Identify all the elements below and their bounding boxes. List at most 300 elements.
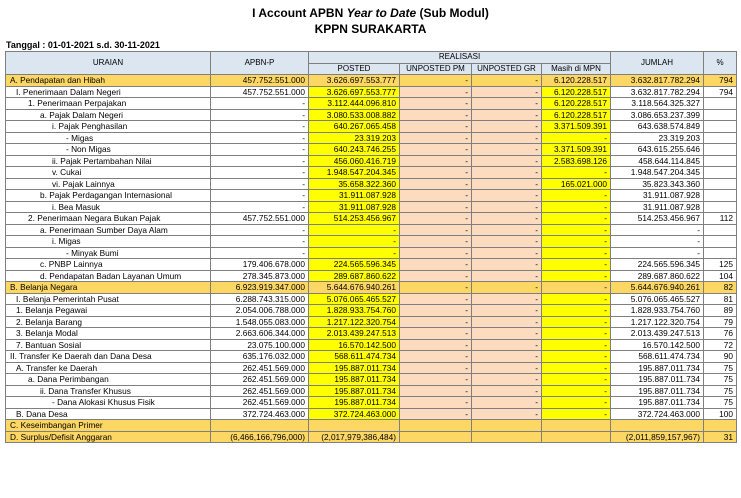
- table-body: [6, 75, 737, 443]
- cell-unposted-gr: -: [472, 385, 542, 397]
- cell-unposted-gr: -: [472, 247, 542, 259]
- cell-apbnp: -: [211, 247, 309, 259]
- cell-unposted-pm: -: [400, 339, 472, 351]
- cell-masih-mpn: 6.120.228.517: [542, 98, 611, 110]
- cell-uraian: B. Dana Desa: [6, 408, 211, 420]
- cell-masih-mpn: -: [542, 259, 611, 271]
- cell-unposted-pm: -: [400, 144, 472, 156]
- cell-apbnp: [211, 420, 309, 432]
- cell-pct: [704, 236, 737, 248]
- cell-jumlah: 1.948.547.204.345: [611, 167, 704, 179]
- cell-uraian: a. Dana Perimbangan: [6, 374, 211, 386]
- cell-posted: 640.267.065.458: [309, 121, 400, 133]
- cell-unposted-pm: -: [400, 190, 472, 202]
- col-header-realisasi: REALISASI: [309, 52, 611, 64]
- cell-unposted-pm: -: [400, 178, 472, 190]
- cell-apbnp: (6,466,166,796,000): [211, 431, 309, 443]
- cell-uraian: - Non Migas: [6, 144, 211, 156]
- table-row: [6, 86, 737, 98]
- table-row: [6, 98, 737, 110]
- cell-unposted-pm: -: [400, 397, 472, 409]
- cell-apbnp: 635.176.032.000: [211, 351, 309, 363]
- cell-unposted-pm: -: [400, 86, 472, 98]
- cell-apbnp: -: [211, 190, 309, 202]
- apbn-table: [5, 51, 737, 443]
- cell-posted: -: [309, 247, 400, 259]
- cell-pct: [704, 178, 737, 190]
- cell-apbnp: -: [211, 121, 309, 133]
- cell-pct: [704, 201, 737, 213]
- cell-posted: -: [309, 224, 400, 236]
- cell-uraian: D. Surplus/Defisit Anggaran: [6, 431, 211, 443]
- table-row: [6, 121, 737, 133]
- table-row: [6, 178, 737, 190]
- cell-unposted-pm: -: [400, 259, 472, 271]
- cell-jumlah: 23.319.203: [611, 132, 704, 144]
- cell-unposted-pm: -: [400, 316, 472, 328]
- cell-masih-mpn: -: [542, 293, 611, 305]
- cell-jumlah: 195.887.011.734: [611, 397, 704, 409]
- cell-masih-mpn: -: [542, 351, 611, 363]
- cell-unposted-pm: -: [400, 328, 472, 340]
- cell-uraian: 1. Belanja Pegawai: [6, 305, 211, 317]
- col-header-pct: %: [704, 52, 737, 75]
- cell-unposted-gr: -: [472, 75, 542, 87]
- table-row: [6, 75, 737, 87]
- table-row: [6, 190, 737, 202]
- cell-uraian: - Migas: [6, 132, 211, 144]
- cell-pct: 79: [704, 316, 737, 328]
- report-title-italic: Year to Date: [346, 6, 417, 20]
- cell-posted: 5.076.065.465.527: [309, 293, 400, 305]
- cell-masih-mpn: [542, 431, 611, 443]
- cell-uraian: v. Cukai: [6, 167, 211, 179]
- table-row: [6, 201, 737, 213]
- cell-masih-mpn: -: [542, 282, 611, 294]
- cell-unposted-pm: -: [400, 213, 472, 225]
- cell-unposted-pm: [400, 420, 472, 432]
- cell-unposted-gr: -: [472, 98, 542, 110]
- cell-posted: 640.243.746.255: [309, 144, 400, 156]
- cell-pct: [704, 190, 737, 202]
- cell-jumlah: 195.887.011.734: [611, 374, 704, 386]
- table-row: [6, 167, 737, 179]
- cell-unposted-gr: -: [472, 178, 542, 190]
- table-row: [6, 328, 737, 340]
- cell-jumlah: -: [611, 224, 704, 236]
- cell-uraian: c. PNBP Lainnya: [6, 259, 211, 271]
- report-title-prefix: I Account APBN: [252, 6, 347, 20]
- cell-apbnp: 262.451.569.000: [211, 362, 309, 374]
- cell-apbnp: 6.923.919.347.000: [211, 282, 309, 294]
- cell-unposted-gr: -: [472, 339, 542, 351]
- cell-apbnp: 179.406.678.000: [211, 259, 309, 271]
- cell-pct: [704, 121, 737, 133]
- cell-jumlah: 643.638.574.849: [611, 121, 704, 133]
- cell-unposted-gr: -: [472, 362, 542, 374]
- cell-unposted-pm: -: [400, 374, 472, 386]
- col-header-unposted-pm: UNPOSTED PM: [400, 63, 472, 75]
- table-row: [6, 339, 737, 351]
- cell-uraian: I. Belanja Pemerintah Pusat: [6, 293, 211, 305]
- cell-unposted-pm: -: [400, 408, 472, 420]
- col-header-posted: POSTED: [309, 63, 400, 75]
- cell-posted: 16.570.142.500: [309, 339, 400, 351]
- report-title: [0, 6, 741, 20]
- table-row: [6, 132, 737, 144]
- cell-posted: 224.565.596.345: [309, 259, 400, 271]
- cell-uraian: I. Penerimaan Dalam Negeri: [6, 86, 211, 98]
- cell-posted: 456.060.416.719: [309, 155, 400, 167]
- cell-apbnp: -: [211, 236, 309, 248]
- cell-apbnp: -: [211, 109, 309, 121]
- report-subtitle: KPPN SURAKARTA: [314, 22, 427, 36]
- cell-pct: [704, 155, 737, 167]
- cell-apbnp: 262.451.569.000: [211, 385, 309, 397]
- cell-apbnp: 262.451.569.000: [211, 397, 309, 409]
- cell-pct: 89: [704, 305, 737, 317]
- cell-pct: 90: [704, 351, 737, 363]
- cell-masih-mpn: 3.371.509.391: [542, 121, 611, 133]
- cell-apbnp: -: [211, 98, 309, 110]
- cell-uraian: - Dana Alokasi Khusus Fisik: [6, 397, 211, 409]
- cell-masih-mpn: 6.120.228.517: [542, 86, 611, 98]
- cell-unposted-pm: -: [400, 236, 472, 248]
- cell-masih-mpn: 165.021.000: [542, 178, 611, 190]
- cell-unposted-gr: -: [472, 86, 542, 98]
- table-row: [6, 431, 737, 443]
- cell-unposted-gr: -: [472, 236, 542, 248]
- cell-apbnp: -: [211, 132, 309, 144]
- cell-uraian: ii. Dana Transfer Khusus: [6, 385, 211, 397]
- cell-posted: 31.911.087.928: [309, 201, 400, 213]
- cell-pct: 794: [704, 75, 737, 87]
- cell-masih-mpn: -: [542, 190, 611, 202]
- cell-unposted-gr: -: [472, 167, 542, 179]
- cell-pct: 31: [704, 431, 737, 443]
- cell-jumlah: 643.615.255.646: [611, 144, 704, 156]
- cell-posted: 195.887.011.734: [309, 362, 400, 374]
- cell-unposted-pm: -: [400, 201, 472, 213]
- cell-unposted-pm: -: [400, 305, 472, 317]
- cell-posted: 23.319.203: [309, 132, 400, 144]
- cell-apbnp: 1.548.055.083.000: [211, 316, 309, 328]
- cell-masih-mpn: 6.120.228.517: [542, 75, 611, 87]
- cell-pct: 75: [704, 362, 737, 374]
- table-row: [6, 316, 737, 328]
- cell-jumlah: 2.013.439.247.513: [611, 328, 704, 340]
- cell-pct: 82: [704, 282, 737, 294]
- cell-uraian: b. Pajak Perdagangan Internasional: [6, 190, 211, 202]
- cell-masih-mpn: -: [542, 132, 611, 144]
- cell-masih-mpn: -: [542, 270, 611, 282]
- cell-posted: 195.887.011.734: [309, 397, 400, 409]
- cell-jumlah: 5.076.065.465.527: [611, 293, 704, 305]
- cell-uraian: - Minyak Bumi: [6, 247, 211, 259]
- cell-apbnp: 372.724.463.000: [211, 408, 309, 420]
- cell-uraian: 7. Bantuan Sosial: [6, 339, 211, 351]
- cell-masih-mpn: -: [542, 374, 611, 386]
- cell-unposted-pm: -: [400, 282, 472, 294]
- cell-pct: [704, 420, 737, 432]
- cell-apbnp: -: [211, 201, 309, 213]
- cell-posted: 5.644.676.940.261: [309, 282, 400, 294]
- cell-uraian: B. Belanja Negara: [6, 282, 211, 294]
- cell-pct: 104: [704, 270, 737, 282]
- cell-posted: 1.948.547.204.345: [309, 167, 400, 179]
- cell-apbnp: -: [211, 155, 309, 167]
- cell-pct: [704, 98, 737, 110]
- cell-unposted-pm: -: [400, 362, 472, 374]
- cell-unposted-pm: -: [400, 224, 472, 236]
- cell-unposted-gr: -: [472, 259, 542, 271]
- cell-jumlah: 3.086.653.237.399: [611, 109, 704, 121]
- cell-unposted-gr: -: [472, 224, 542, 236]
- cell-unposted-gr: -: [472, 190, 542, 202]
- cell-masih-mpn: -: [542, 305, 611, 317]
- cell-unposted-gr: -: [472, 270, 542, 282]
- cell-jumlah: 3.118.564.325.327: [611, 98, 704, 110]
- cell-posted: 3.112.444.096.810: [309, 98, 400, 110]
- cell-unposted-gr: -: [472, 293, 542, 305]
- cell-pct: 794: [704, 86, 737, 98]
- cell-posted: 1.217.122.320.754: [309, 316, 400, 328]
- cell-unposted-gr: -: [472, 144, 542, 156]
- cell-masih-mpn: 3.371.509.391: [542, 144, 611, 156]
- cell-unposted-pm: -: [400, 167, 472, 179]
- report-period: Tanggal : 01-01-2021 s.d. 30-11-2021: [6, 40, 160, 50]
- cell-pct: [704, 167, 737, 179]
- cell-masih-mpn: -: [542, 328, 611, 340]
- cell-uraian: d. Pendapatan Badan Layanan Umum: [6, 270, 211, 282]
- cell-masih-mpn: -: [542, 339, 611, 351]
- cell-unposted-pm: -: [400, 270, 472, 282]
- cell-apbnp: -: [211, 167, 309, 179]
- cell-jumlah: 372.724.463.000: [611, 408, 704, 420]
- table-row: [6, 420, 737, 432]
- cell-posted: 372.724.463.000: [309, 408, 400, 420]
- cell-posted: -: [309, 236, 400, 248]
- cell-unposted-gr: -: [472, 397, 542, 409]
- cell-unposted-gr: -: [472, 132, 542, 144]
- cell-masih-mpn: -: [542, 201, 611, 213]
- cell-uraian: a. Pajak Dalam Negeri: [6, 109, 211, 121]
- table-row: [6, 144, 737, 156]
- cell-uraian: i. Migas: [6, 236, 211, 248]
- cell-uraian: A. Transfer ke Daerah: [6, 362, 211, 374]
- cell-apbnp: 2.054.006.788.000: [211, 305, 309, 317]
- col-header-jumlah: JUMLAH: [611, 52, 704, 75]
- cell-unposted-pm: -: [400, 247, 472, 259]
- cell-uraian: 3. Belanja Modal: [6, 328, 211, 340]
- cell-pct: [704, 247, 737, 259]
- cell-pct: 75: [704, 385, 737, 397]
- cell-unposted-pm: -: [400, 98, 472, 110]
- cell-masih-mpn: -: [542, 362, 611, 374]
- cell-jumlah: 1.217.122.320.754: [611, 316, 704, 328]
- cell-masih-mpn: -: [542, 247, 611, 259]
- table-row: [6, 282, 737, 294]
- cell-masih-mpn: -: [542, 408, 611, 420]
- cell-uraian: i. Bea Masuk: [6, 201, 211, 213]
- cell-posted: 35.658.322.360: [309, 178, 400, 190]
- cell-unposted-gr: -: [472, 374, 542, 386]
- table-row: [6, 408, 737, 420]
- cell-posted: 568.611.474.734: [309, 351, 400, 363]
- cell-masih-mpn: -: [542, 213, 611, 225]
- table-row: [6, 213, 737, 225]
- cell-jumlah: 195.887.011.734: [611, 362, 704, 374]
- cell-pct: [704, 109, 737, 121]
- table-row: [6, 109, 737, 121]
- cell-jumlah: 1.828.933.754.760: [611, 305, 704, 317]
- cell-jumlah: 16.570.142.500: [611, 339, 704, 351]
- cell-masih-mpn: [542, 420, 611, 432]
- cell-pct: 75: [704, 397, 737, 409]
- cell-jumlah: 31.911.087.928: [611, 190, 704, 202]
- report-title-suffix: (Sub Modul): [416, 6, 489, 20]
- table-row: [6, 374, 737, 386]
- cell-unposted-gr: -: [472, 155, 542, 167]
- cell-posted: 31.911.087.928: [309, 190, 400, 202]
- table-row: [6, 293, 737, 305]
- cell-jumlah: 514.253.456.967: [611, 213, 704, 225]
- cell-posted: 514.253.456.967: [309, 213, 400, 225]
- cell-jumlah: -: [611, 247, 704, 259]
- table-row: [6, 155, 737, 167]
- table-row: [6, 259, 737, 271]
- cell-unposted-gr: -: [472, 305, 542, 317]
- cell-jumlah: 5.644.676.940.261: [611, 282, 704, 294]
- cell-apbnp: 2.663.606.344.000: [211, 328, 309, 340]
- cell-uraian: ii. Pajak Pertambahan Nilai: [6, 155, 211, 167]
- cell-apbnp: -: [211, 178, 309, 190]
- table-row: [6, 351, 737, 363]
- cell-uraian: a. Penerimaan Sumber Daya Alam: [6, 224, 211, 236]
- table-row: [6, 236, 737, 248]
- cell-unposted-gr: [472, 431, 542, 443]
- table-row: [6, 247, 737, 259]
- cell-masih-mpn: -: [542, 397, 611, 409]
- cell-pct: 75: [704, 374, 737, 386]
- cell-unposted-gr: -: [472, 109, 542, 121]
- cell-posted: [309, 420, 400, 432]
- cell-unposted-pm: -: [400, 75, 472, 87]
- cell-unposted-gr: -: [472, 328, 542, 340]
- cell-masih-mpn: -: [542, 385, 611, 397]
- cell-apbnp: 457.752.551.000: [211, 75, 309, 87]
- cell-unposted-pm: -: [400, 293, 472, 305]
- col-header-masih-mpn: Masih di MPN: [542, 63, 611, 75]
- cell-uraian: 1. Penerimaan Perpajakan: [6, 98, 211, 110]
- header-row-1: [6, 52, 737, 64]
- cell-unposted-gr: -: [472, 351, 542, 363]
- cell-apbnp: 457.752.551.000: [211, 86, 309, 98]
- cell-posted: 3.080.533.008.882: [309, 109, 400, 121]
- cell-apbnp: 457.752.551.000: [211, 213, 309, 225]
- cell-uraian: i. Pajak Penghasilan: [6, 121, 211, 133]
- cell-jumlah: 458.644.114.845: [611, 155, 704, 167]
- cell-unposted-pm: [400, 431, 472, 443]
- cell-uraian: A. Pendapatan dan Hibah: [6, 75, 211, 87]
- cell-jumlah: 195.887.011.734: [611, 385, 704, 397]
- cell-uraian: 2. Belanja Barang: [6, 316, 211, 328]
- cell-jumlah: (2,011,859,157,967): [611, 431, 704, 443]
- cell-unposted-pm: -: [400, 109, 472, 121]
- cell-pct: [704, 132, 737, 144]
- cell-masih-mpn: 2.583.698.126: [542, 155, 611, 167]
- cell-jumlah: 31.911.087.928: [611, 201, 704, 213]
- cell-unposted-gr: -: [472, 201, 542, 213]
- col-header-apbnp: APBN-P: [211, 52, 309, 75]
- cell-masih-mpn: -: [542, 236, 611, 248]
- cell-uraian: II. Transfer Ke Daerah dan Dana Desa: [6, 351, 211, 363]
- cell-posted: 195.887.011.734: [309, 385, 400, 397]
- cell-unposted-gr: -: [472, 121, 542, 133]
- cell-jumlah: 568.611.474.734: [611, 351, 704, 363]
- cell-pct: 125: [704, 259, 737, 271]
- table-row: [6, 270, 737, 282]
- cell-jumlah: 3.632.817.782.294: [611, 75, 704, 87]
- cell-jumlah: 224.565.596.345: [611, 259, 704, 271]
- cell-unposted-pm: -: [400, 155, 472, 167]
- cell-jumlah: 3.632.817.782.294: [611, 86, 704, 98]
- table-row: [6, 397, 737, 409]
- cell-jumlah: -: [611, 236, 704, 248]
- cell-masih-mpn: -: [542, 316, 611, 328]
- cell-apbnp: 278.345.873.000: [211, 270, 309, 282]
- cell-jumlah: [611, 420, 704, 432]
- cell-uraian: 2. Penerimaan Negara Bukan Pajak: [6, 213, 211, 225]
- cell-unposted-pm: -: [400, 121, 472, 133]
- cell-posted: 2.013.439.247.513: [309, 328, 400, 340]
- cell-pct: 100: [704, 408, 737, 420]
- cell-apbnp: 6.288.743.315.000: [211, 293, 309, 305]
- cell-unposted-gr: -: [472, 282, 542, 294]
- cell-posted: 289.687.860.622: [309, 270, 400, 282]
- cell-unposted-pm: -: [400, 385, 472, 397]
- col-header-uraian: URAIAN: [6, 52, 211, 75]
- cell-posted: 3.626.697.553.777: [309, 86, 400, 98]
- cell-apbnp: 262.451.569.000: [211, 374, 309, 386]
- cell-apbnp: -: [211, 144, 309, 156]
- cell-masih-mpn: -: [542, 224, 611, 236]
- cell-jumlah: 35.823.343.360: [611, 178, 704, 190]
- cell-posted: 1.828.933.754.760: [309, 305, 400, 317]
- cell-uraian: C. Keseimbangan Primer: [6, 420, 211, 432]
- cell-jumlah: 289.687.860.622: [611, 270, 704, 282]
- cell-posted: 3.626.697.553.777: [309, 75, 400, 87]
- table-row: [6, 362, 737, 374]
- cell-unposted-gr: -: [472, 316, 542, 328]
- cell-pct: 72: [704, 339, 737, 351]
- cell-pct: 81: [704, 293, 737, 305]
- cell-posted: 195.887.011.734: [309, 374, 400, 386]
- table-row: [6, 305, 737, 317]
- table-row: [6, 224, 737, 236]
- cell-unposted-pm: -: [400, 132, 472, 144]
- cell-masih-mpn: 6.120.228.517: [542, 109, 611, 121]
- cell-unposted-gr: -: [472, 213, 542, 225]
- cell-unposted-pm: -: [400, 351, 472, 363]
- table-row: [6, 385, 737, 397]
- cell-masih-mpn: -: [542, 167, 611, 179]
- cell-uraian: vi. Pajak Lainnya: [6, 178, 211, 190]
- cell-pct: [704, 224, 737, 236]
- cell-posted: (2,017,979,386,484): [309, 431, 400, 443]
- cell-pct: 76: [704, 328, 737, 340]
- cell-apbnp: 23.075.100.000: [211, 339, 309, 351]
